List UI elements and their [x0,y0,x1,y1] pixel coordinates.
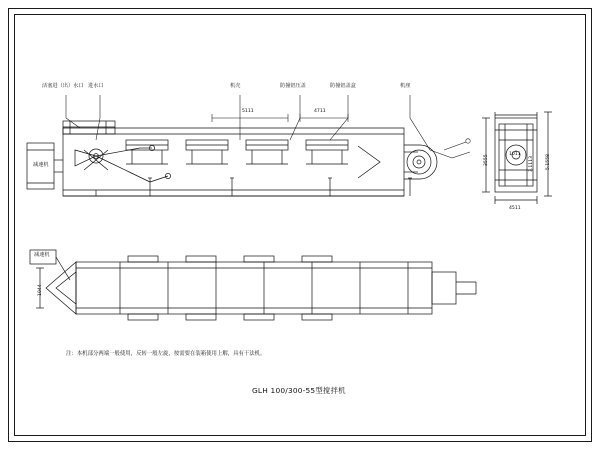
label-cover-plate: 防撞铝压盖 [280,83,306,89]
drawing-note: 注：本机部分两端一般使用，反转一般左旋，按需要在装箱使用上解，具有干法机。 [66,351,266,357]
label-gearbox-plan: 减速机 [34,252,50,258]
label-cover-box: 防撞铝盖盒 [330,83,356,89]
dim-plan-height: 1044 [38,284,43,296]
elevation-body [63,128,437,196]
label-base: 机座 [400,83,411,89]
dim-section-inner: 1011 [509,152,521,157]
elevation-legs [63,178,412,196]
dim-top-span-2: 4711 [314,109,326,114]
label-water-port: 活塞进（出）水口 [42,83,84,89]
label-gearbox-elevation: 减速机 [33,162,49,168]
plan-view [30,250,476,320]
dim-section-inner-2: 3.1113 [529,155,534,172]
elevation-leaders [66,95,470,158]
elevation-dimensions [212,114,348,122]
label-casing: 机壳 [230,83,241,89]
elevation-hood [63,121,115,134]
dim-section-height-right: 5.1558 [546,153,551,170]
drawing-title: GLH 100/300-55型搅拌机 [252,386,346,395]
dim-section-width: 4511 [509,206,521,211]
elevation-paddles [126,140,380,178]
dim-top-span-1: 5111 [242,109,254,114]
section-view [482,112,552,204]
label-inlet: 进水口 [88,83,104,89]
dim-section-height-left: 3555 [484,154,489,166]
